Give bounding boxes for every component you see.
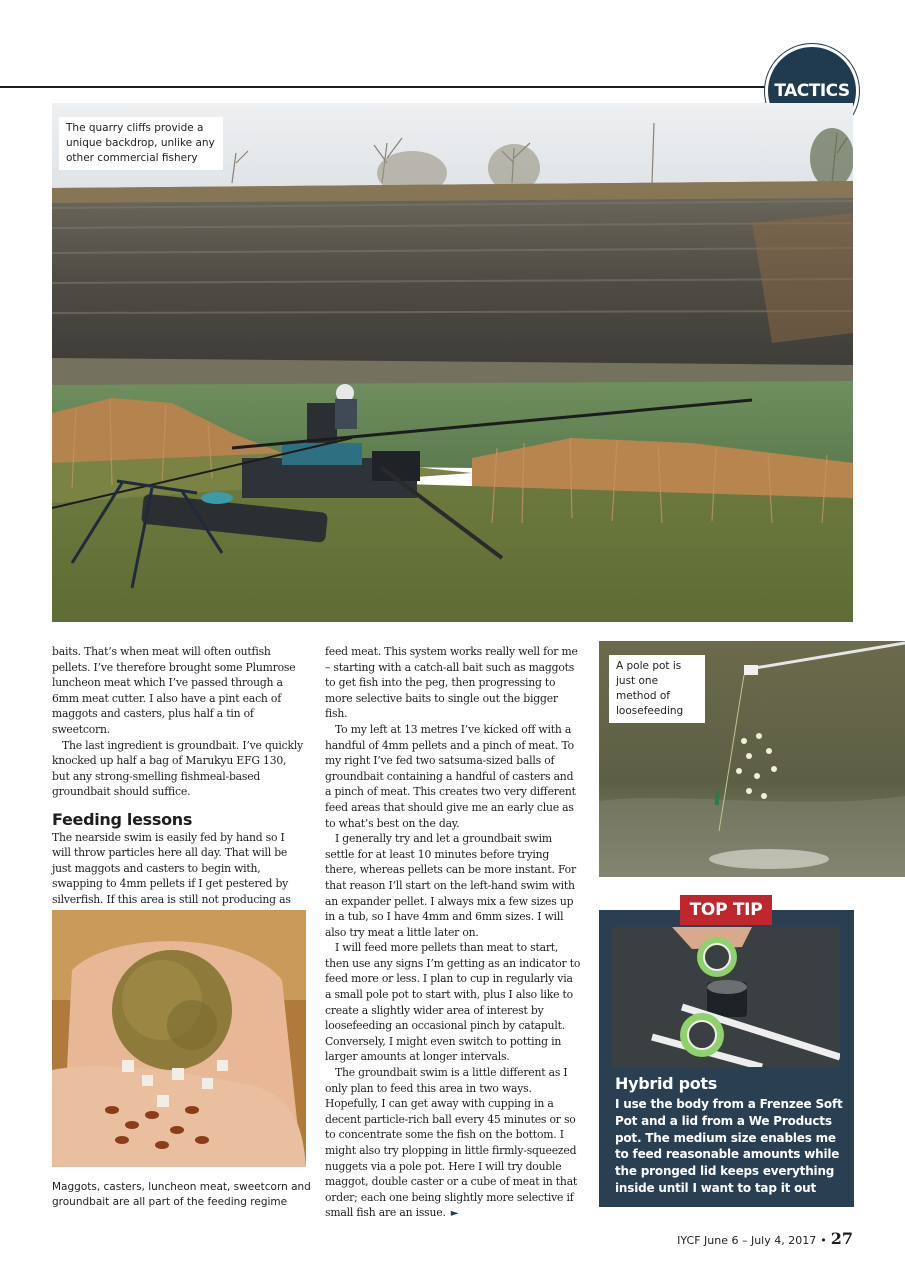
- body-paragraph: baits. That’s when meat will often outfish pellets. I’ve therefore brought some Plumrose luncheon meat which I’ve passed through a 6mm meat cutter. I also have a pint each of maggots and casters, plus half a tin of sweetcorn.: [52, 645, 296, 736]
- body-paragraph: I generally try and let a groundbait swim settle for at least 10 minutes before trying there, whereas pellets can be more instant. For that reason I’ll start on the left-hand swim with an expander pellet. I always mix a few sizes up in a tub, so I have 4mm and 6mm sizes. I will also try meat a little later on.: [325, 832, 576, 939]
- page-number: 27: [830, 1229, 853, 1248]
- body-paragraph: feed meat. This system works really well for me – starting with a catch-all bait such as maggots to get fish into the peg, then progressing to more selective baits to single out the bigger fish.: [325, 645, 578, 721]
- continue-arrow-icon: ►: [450, 1208, 459, 1220]
- top-tip-label: TOP TIP: [680, 895, 772, 925]
- bait-photo: [52, 910, 306, 1167]
- article-column-1: [52, 644, 306, 923]
- hybrid-pot-illustration: [612, 927, 840, 1067]
- top-tip-heading: Hybrid pots: [615, 1074, 717, 1093]
- footer-bullet: •: [820, 1234, 827, 1247]
- final-paragraph-text: The groundbait swim is a little different as I only plan to feed this area in two ways. Hopefully, I can get away with cupping in a decent particle-rich ball every 45 minutes or so to concentrate some the fish on the bottom. I might also try plopping in little firmly-squeezed nuggets via a pole pot. Here I will try double maggot, double caster or a cube of meat in that order; each one being slightly more selective if small fish are an issue.: [325, 1066, 578, 1220]
- body-paragraph: The nearside swim is easily fed by hand so I will throw particles here all day. That will be just maggots and casters to begin with, swapping to 4mm pellets if I get pestered by silverfish. If this area is still not producing as: [52, 830, 291, 906]
- body-paragraph: [325, 1065, 581, 1222]
- section-badge: TACTICS: [765, 44, 859, 138]
- hero-caption: The quarry cliffs provide a unique backdrop, unlike any other commercial fishery: [59, 117, 223, 170]
- subheading: Feeding lessons: [52, 809, 193, 829]
- issue-dates: IYCF June 6 – July 4, 2017: [677, 1234, 817, 1247]
- quarry-lake-illustration: [52, 103, 853, 622]
- body-paragraph: The last ingredient is groundbait. I’ve quickly knocked up half a bag of Marukyu EFG 130, but any strong-smelling fishmeal-based groundbait should suffice.: [52, 738, 304, 799]
- body-paragraph: I will feed more pellets than meat to start, then use any signs I’m getting as an indicator to feed more or less. I plan to cup in regularly via a small pole pot to start with, plus I also like to create a slightly wider area of interest by loosefeeding an occasional pinch by catapult. Conversely, I might even switch to potting in larger amounts at longer intervals.: [325, 941, 581, 1064]
- header-rule: [0, 86, 770, 88]
- hands-with-bait-illustration: [52, 910, 306, 1167]
- hybrid-pot-photo: [612, 927, 840, 1067]
- body-paragraph: To my left at 13 metres I’ve kicked off with a handful of 4mm pellets and a pinch of meat. To my right I’ve fed two satsuma-sized balls of groundbait containing a handful of casters and a pinch of meat. This creates two very different feed areas that should give me an early clue as to what’s best on the day.: [325, 722, 576, 830]
- bait-photo-caption: Maggots, casters, luncheon meat, sweetcorn and groundbait are all part of the feeding regime: [52, 1181, 311, 1208]
- page-footer: [677, 1229, 853, 1249]
- top-tip-body: I use the body from a Frenzee Soft Pot and a lid from a We Products pot. The medium size enables me to feed reasonable amounts while the pronged lid keeps everything inside until I want to tap it out: [615, 1097, 843, 1195]
- hero-photo: [52, 103, 853, 622]
- pole-pot-caption: A pole pot is just one method of loosefeeding: [609, 655, 705, 723]
- article-column-2: [325, 644, 581, 1222]
